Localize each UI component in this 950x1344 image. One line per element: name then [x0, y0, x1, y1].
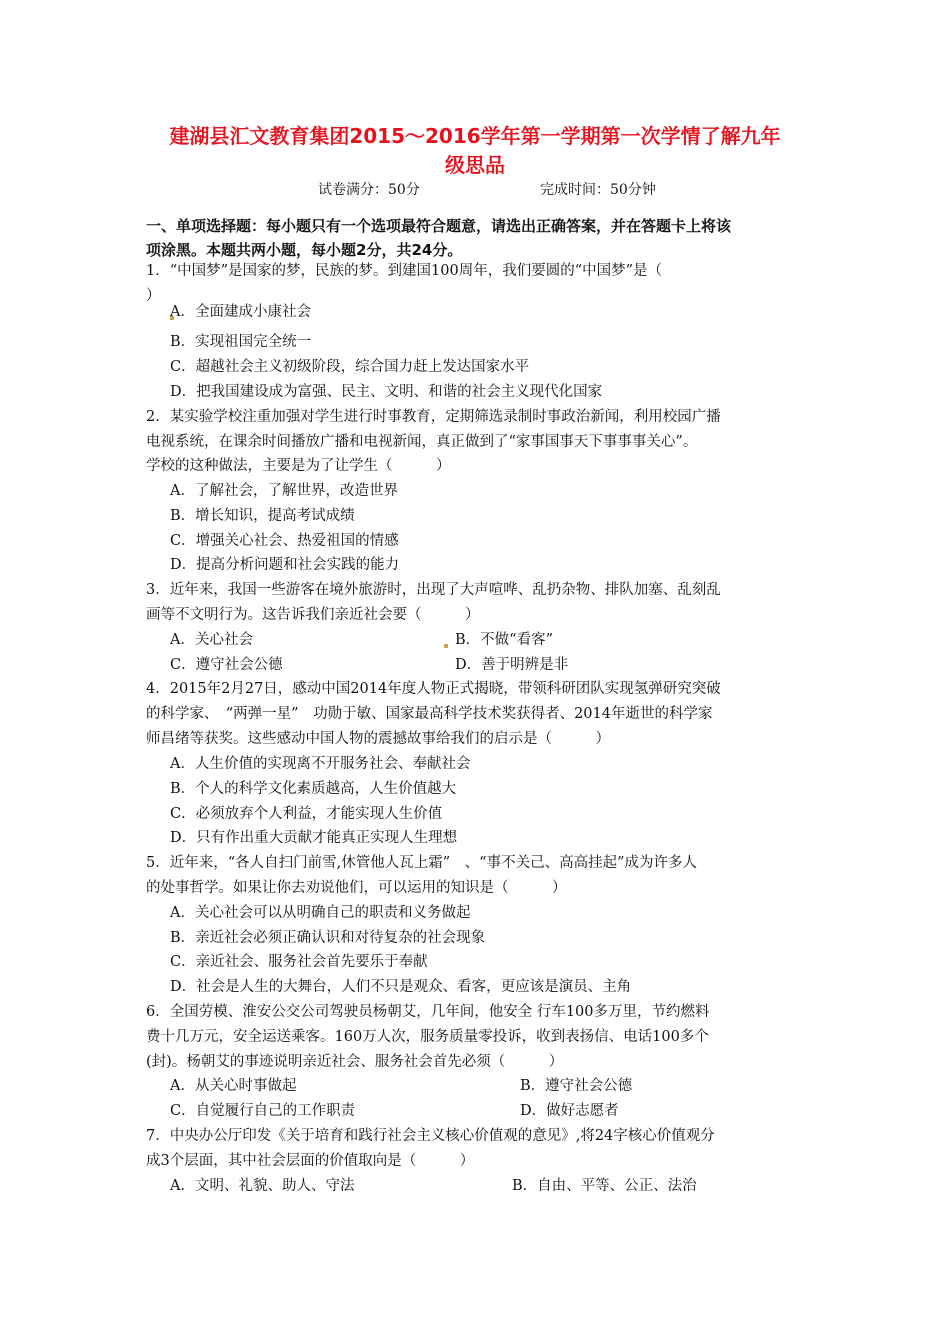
q2-option-d: D．提高分析问题和社会实践的能力	[170, 557, 400, 573]
scan-dot-mark	[444, 644, 448, 648]
q2-option-a: A．了解社会，了解世界，改造世界	[170, 483, 398, 499]
q7-option-b: B．自由、平等、公正、法治	[512, 1178, 697, 1194]
q3-stem-line2: 画等不文明行为。这告诉我们亲近社会要（ ）	[146, 607, 480, 623]
q2-stem-line2: 电视系统，在课余时间播放广播和电视新闻，真正做到了“家事国事天下事事事关心”。	[146, 434, 698, 450]
q4-option-d: D．只有作出重大贡献才能真正实现人生理想	[170, 830, 458, 846]
section-instructions-line2: 项涂黑。本题共两小题，每小题2分，共24分。	[146, 241, 463, 259]
q6-option-c: C．自觉履行自己的工作职责	[170, 1103, 356, 1119]
q1-stem-line1: 1．“中国梦”是国家的梦，民族的梦。到建国100周年，我们要圆的“中国梦”是（	[146, 263, 663, 279]
q5-option-c: C．亲近社会、服务社会首先要乐于奉献	[170, 954, 428, 970]
q3-stem-line1: 3．近年来，我国一些游客在境外旅游时，出现了大声喧哗、乱扔杂物、排队加塞、乱刻乱	[146, 582, 721, 598]
section-instructions-line1: 一、单项选择题：每小题只有一个选项最符合题意，请选出正确答案，并在答题卡上将该	[146, 217, 732, 235]
q1-option-a: A．全面建成小康社会	[170, 304, 311, 320]
q2-option-b: B．增长知识，提高考试成绩	[170, 508, 355, 524]
q3-option-d: D．善于明辨是非	[455, 657, 569, 673]
q4-stem-line2: 的科学家、 “两弹一星” 功勋于敏、国家最高科学技术奖获得者、2014年逝世的科学家	[146, 706, 713, 722]
q4-option-c: C．必须放弃个人利益，才能实现人生价值	[170, 806, 443, 822]
q5-option-b: B．亲近社会必须正确认识和对待复杂的社会现象	[170, 930, 486, 946]
q5-option-d: D．社会是人生的大舞台，人们不只是观众、看客，更应该是演员、主角	[170, 979, 632, 995]
q5-stem-line1: 5．近年来，“各人自扫门前雪,休管他人瓦上霜” 、“事不关己、高高挂起”成为许多人	[146, 855, 697, 871]
full-marks: 试卷满分：50分	[318, 182, 420, 198]
q7-stem-line1: 7．中央办公厅印发《关于培育和践行社会主义核心价值观的意见》,将24字核心价值观分	[146, 1128, 715, 1144]
q6-stem-line3: (封)。杨朝艾的事迹说明亲近社会、服务社会首先必须（ ）	[146, 1054, 564, 1070]
q4-option-b: B．个人的科学文化素质越高，人生价值越大	[170, 781, 457, 797]
q3-option-b: B．不做“看客”	[455, 632, 553, 648]
q6-stem-line1: 6．全国劳模、淮安公交公司驾驶员杨朝艾，几年间，他安全 行车100多万里，节约燃料	[146, 1004, 710, 1020]
q2-stem-line3: 学校的这种做法，主要是为了让学生（ ）	[146, 458, 451, 474]
q3-option-a: A．关心社会	[170, 632, 253, 648]
q3-option-c: C．遵守社会公德	[170, 657, 283, 673]
q5-option-a: A．关心社会可以从明确自己的职责和义务做起	[170, 905, 471, 921]
q1-option-d: D．把我国建设成为富强、民主、文明、和谐的社会主义现代化国家	[170, 384, 603, 400]
q7-stem-line2: 成3个层面，其中社会层面的价值取向是（ ）	[146, 1153, 475, 1169]
q6-option-a: A．从关心时事做起	[170, 1078, 297, 1094]
q6-option-b: B．遵守社会公德	[520, 1078, 633, 1094]
time-limit: 完成时间：50分钟	[540, 182, 656, 198]
exam-title-line2: 级思品	[445, 153, 505, 177]
q4-option-a: A．人生价值的实现离不开服务社会、奉献社会	[170, 756, 471, 772]
q5-stem-line2: 的处事哲学。如果让你去劝说他们，可以运用的知识是（ ）	[146, 880, 567, 896]
q2-stem-line1: 2．某实验学校注重加强对学生进行时事教育，定期筛选录制时事政治新闻，利用校园广播	[146, 409, 721, 425]
q1-option-b: B．实现祖国完全统一	[170, 334, 312, 350]
q6-option-d: D．做好志愿者	[520, 1103, 619, 1119]
q4-stem-line3: 师昌绪等获奖。这些感动中国人物的震撼故事给我们的启示是（ ）	[146, 731, 610, 747]
q6-stem-line2: 费十几万元，安全运送乘客。160万人次，服务质量零投诉，收到表扬信、电话100多个	[146, 1029, 709, 1045]
q7-option-a: A．文明、礼貌、助人、守法	[170, 1178, 355, 1194]
q2-option-c: C．增强关心社会、热爱祖国的情感	[170, 533, 399, 549]
q1-stem-line2: ）	[146, 288, 161, 304]
exam-title-line1: 建湖县汇文教育集团2015～2016学年第一学期第一次学情了解九年	[169, 124, 781, 148]
q4-stem-line1: 4．2015年2月27日，感动中国2014年度人物正式揭晓，带领科研团队实现氢弹研究突破	[146, 681, 721, 697]
q1-option-c: C．超越社会主义初级阶段，综合国力赶上发达国家水平	[170, 359, 530, 375]
